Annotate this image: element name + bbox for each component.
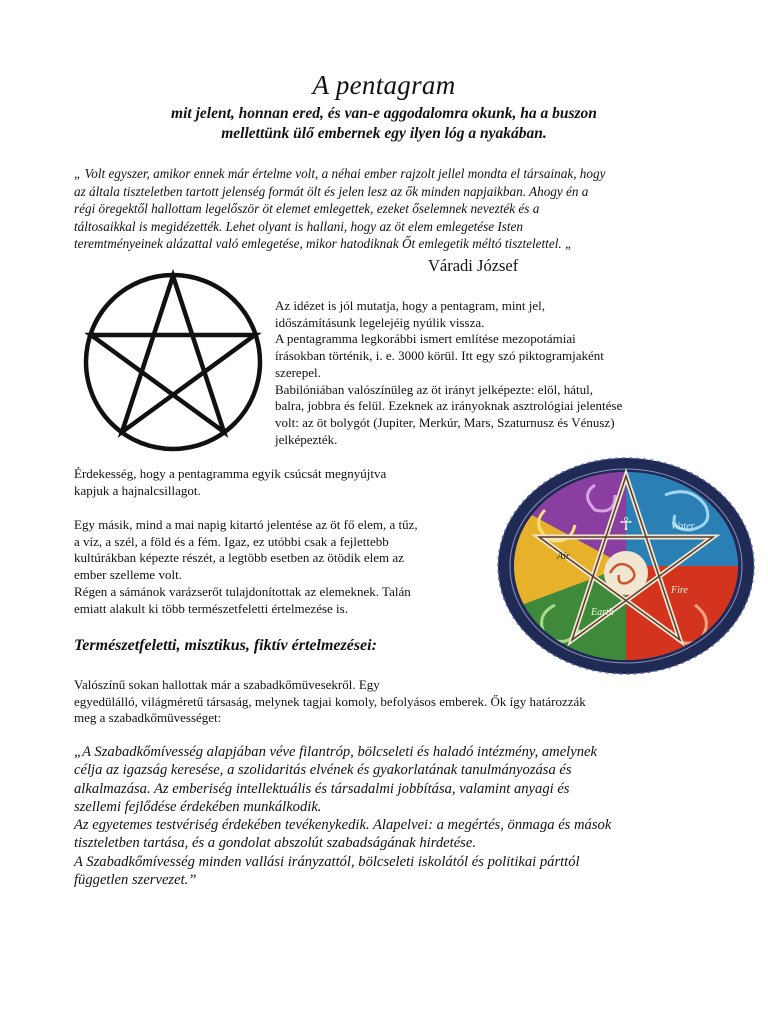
quote-line: szellemi fejlődése érdekében munkálkodik. — [74, 798, 322, 815]
opening-quote — [74, 165, 704, 253]
quote-line: tiszteletben tartása, és a gondolat abszolút szabadságának hirdetése. — [74, 835, 476, 852]
elemental-pentagram-illustration — [495, 455, 757, 677]
section-heading: Természetfeletti, misztikus, fiktív értelmezései: — [74, 637, 377, 654]
elemental-pentagram-icon — [495, 455, 757, 677]
paragraph-line: írásokban történik, i. e. 3000 körül. Itt egy szó piktogramjaként — [275, 348, 604, 364]
quote-line: független szervezet.” — [74, 872, 197, 889]
paragraph-line: volt: az öt bolygót (Jupiter, Merkúr, Mars, Szaturnusz és Vénusz) — [275, 414, 615, 430]
freemason-paragraph — [74, 677, 704, 727]
quote-line: teremtményeinek alázattal való emlegetése, mikor hatodiknak Őt emlegetik méltó tisztelettel. „ — [74, 236, 573, 252]
quote-line: régi öregektől hallottam legelőször öt elemet emlegettek, ezeket őselemnek nevezték és a — [74, 201, 540, 217]
quote-line: „ Volt egyszer, amikor ennek már értelme volt, a néhai ember rajzolt jellel mondta el társainak, hogy — [74, 166, 606, 181]
paragraph-line: meg a szabadkőmüvességet: — [74, 710, 222, 726]
document-title: A pentagram — [312, 70, 456, 100]
paragraph-line: kapjuk a hajnalcsillagot. — [74, 482, 201, 498]
element-label-earth: Earth — [591, 607, 614, 618]
paragraph-line: Valószínű sokan hallottak már a szabadkőmüvesekről. Egy — [74, 677, 380, 692]
pentagram-illustration — [78, 268, 268, 456]
quote-line: táltosaikkal is megidézették. Lehet olyant is hallani, hogy az öt elem emlegetése Isten — [74, 218, 523, 234]
quote-line: az általa tiszteletben tartott jelenség formát ölt és jelen lesz az ők minden napjaikban. Ahogy én a — [74, 183, 589, 199]
paragraph-line: szerepel. — [275, 364, 321, 380]
paragraph-line: Babilóniában valószínüleg az öt irányt jelképezte: elöl, hátul, — [275, 381, 594, 397]
paragraph-line: A pentagramma legkorábbi ismert említése mezopotámiai — [275, 331, 576, 347]
paragraph-line: ember szelleme volt. — [74, 567, 182, 583]
element-label-fire: Fire — [671, 585, 688, 596]
paragraph-line: egyedülálló, világméretű társaság, melynek tagjai komoly, befolyásos emberek. Ők így határozzák — [74, 693, 586, 709]
paragraph-line: kultúrákban képezte részét, a legtöbb esetben az ötödik elem az — [74, 550, 404, 566]
paragraph-line: a víz, a szél, a föld és a fém. Igaz, ez utóbbi csak a fejlettebb — [74, 533, 389, 549]
quote-line: alkalmazása. Az emberiség intellektuális és társadalmi jobbítása, valamint anyagi és — [74, 780, 570, 797]
morning-star-paragraph — [74, 466, 494, 499]
quote-line: A Szabadkőmívesség minden vallási irányzattól, bölcseleti iskolától és politikai párttól — [74, 853, 580, 870]
paragraph-line: Az idézet is jól mutatja, hogy a pentagram, mint jel, — [275, 298, 546, 313]
freemason-quote — [74, 743, 699, 889]
quote-line: Az egyetemes testvériség érdekében tevékenykedik. Alapelvei: a megértés, önmaga és mások — [74, 817, 612, 834]
elements-paragraph — [74, 517, 494, 617]
paragraph-line: balra, jobbra és felül. Ezeknek az irányoknak asztrológiai jelentése — [275, 398, 623, 414]
paragraph-line: Érdekesség, hogy a pentagramma egyik csúcsát megnyújtva — [74, 466, 387, 481]
paragraph-line: Egy másik, mind a mai napig kitartó jelentése az öt fő elem, a tűz, — [74, 517, 418, 532]
element-label-water: Water — [671, 521, 695, 532]
quote-line: „A Szabadkőmívesség alapjában véve filantróp, bölcseleti és haladó intézmény, amelynek — [74, 744, 597, 760]
pentagram-icon — [78, 268, 268, 456]
intro-paragraph — [275, 298, 700, 448]
paragraph-line: jelképezték. — [275, 431, 338, 447]
element-label-air: Air — [557, 551, 570, 562]
quote-author: Váradi József — [428, 256, 519, 275]
paragraph-line: emiatt alakult ki több természetfeletti értelmezése is. — [74, 600, 348, 616]
paragraph-line: időszámításunk legelejéig nyúlik vissza. — [275, 314, 485, 330]
subtitle-line: mit jelent, honnan ered, és van-e aggodalomra okunk, ha a buszon — [171, 105, 597, 122]
quote-line: célja az igazság keresése, a szolidaritás elvének és gyakorlatának tanulmányozása és — [74, 762, 572, 779]
paragraph-line: Régen a sámánok varázserőt tulajdonítottak az elemeknek. Talán — [74, 583, 411, 599]
ankh-icon: ☥ — [619, 514, 633, 535]
subtitle-line: mellettünk ülő embernek egy ilyen lóg a nyakában. — [221, 125, 547, 142]
document-subtitle — [90, 104, 678, 144]
